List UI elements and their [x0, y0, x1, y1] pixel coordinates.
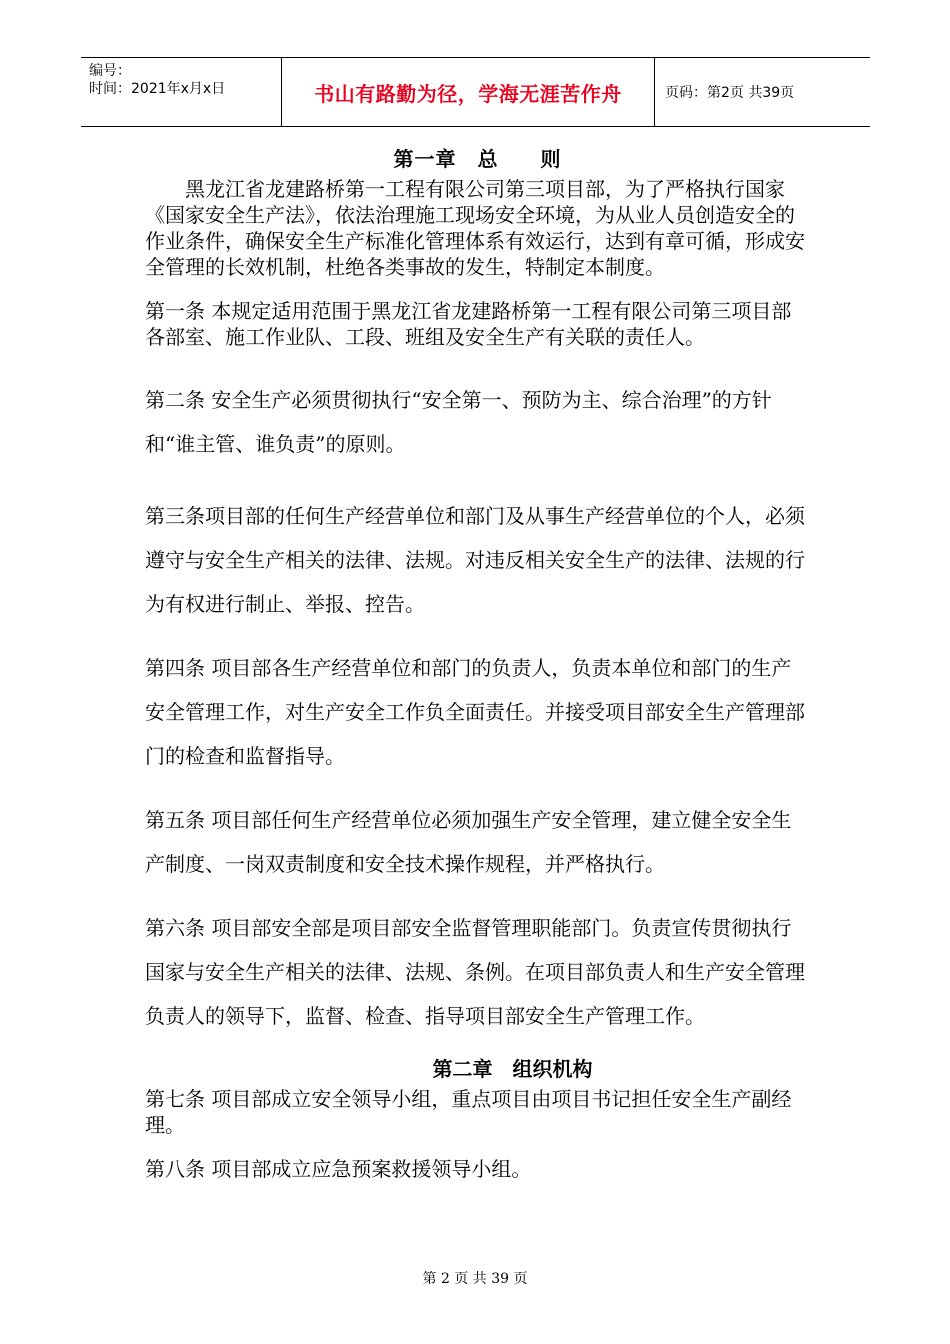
header-motto-cell — [281, 58, 655, 126]
chapter-2-title: 第二章 组织机构 — [432, 1057, 593, 1081]
article-8: 第八条 项目部成立应急预案救援领导小组。 — [145, 1157, 532, 1181]
header-meta — [81, 58, 281, 126]
article-6: 第六条 项目部安全部是项目部安全监督管理职能部门。负责宣传贯彻执行国家与安全生产相关的法律、法规、条例。在项目部负责人和生产安全管理负责人的领导下，监督、检查、指导项目部安全生产管理工作。 — [145, 916, 805, 1028]
header-page-info: 页码：第2页 共39页 — [665, 85, 795, 101]
page-header — [81, 57, 870, 127]
article-3: 第三条项目部的任何生产经营单位和部门及从事生产经营单位的个人，必须遵守与安全生产相关的法律、法规。对违反相关安全生产的法律、法规的行为有权进行制止、举报、控告。 — [145, 504, 805, 616]
header-motto: 书山有路勤为径，学海无涯苦作舟 — [314, 81, 622, 106]
article-5: 第五条 项目部任何生产经营单位必须加强生产安全管理，建立健全安全生产制度、一岗双责制度和安全技术操作规程，并严格执行。 — [145, 808, 792, 876]
article-1: 第一条 本规定适用范围于黑龙江省龙建路桥第一工程有限公司第三项目部各部室、施工作业队、工段、班组及安全生产有关联的责任人。 — [145, 299, 792, 349]
article-7: 第七条 项目部成立安全领导小组，重点项目由项目书记担任安全生产副经理。 — [145, 1087, 792, 1137]
article-4: 第四条 项目部各生产经营单位和部门的负责人，负责本单位和部门的生产安全管理工作，对生产安全工作负全面责任。并接受项目部安全生产管理部门的检查和监督指导。 — [145, 656, 805, 768]
page-footer: 第 2 页 共 39 页 — [422, 1271, 528, 1287]
article-2: 第二条 安全生产必须贯彻执行“安全第一、预防为主、综合治理”的方针和“谁主管、谁负责”的原则。 — [145, 388, 772, 456]
chapter-1-intro: 黑龙江省龙建路桥第一工程有限公司第三项目部，为了严格执行国家《国家安全生产法》，依法治理施工现场安全环境，为从业人员创造安全的作业条件，确保安全生产标准化管理体系有效运行，达到有章可循，形成安全管理的长效机制，杜绝各类事故的发生，特制定本制度。 — [145, 177, 805, 279]
document-number-label: 编号： — [89, 63, 131, 79]
document-body — [145, 142, 810, 1182]
document-time-label: 时间：2021年x月x日 — [89, 81, 226, 97]
chapter-1-title: 第一章 总 则 — [393, 147, 562, 171]
